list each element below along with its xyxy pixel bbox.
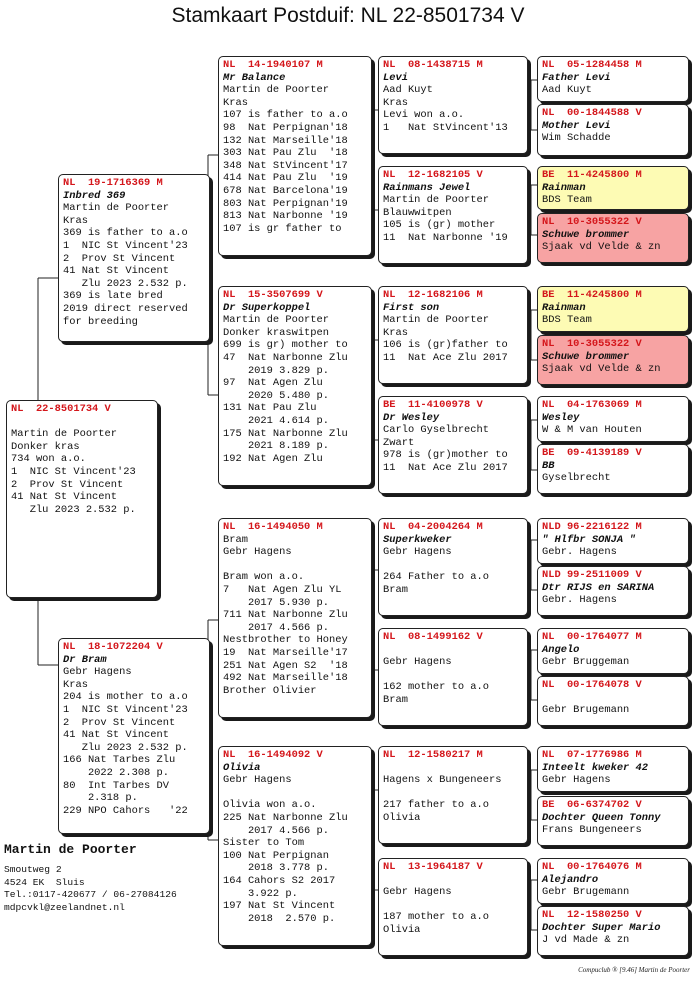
ring-number: NL 10-3055322 V	[542, 338, 642, 350]
card-line: 217 father to a.o	[383, 799, 490, 812]
owner-info	[4, 842, 214, 914]
ring-number: NL 22-8501734 V	[11, 403, 111, 415]
pedigree-card-g1[interactable]	[537, 56, 689, 102]
card-line: Kras	[383, 96, 408, 109]
card-line: 11 Nat Ace Zlu 2017	[383, 351, 508, 364]
ring-number: NL 04-1763069 M	[542, 399, 642, 411]
card-line: 348 Nat StVincent'17	[223, 159, 348, 172]
card-line: Gebr. Hagens	[542, 594, 617, 607]
pigeon-name: " Hlfbr SONJA "	[542, 533, 636, 546]
card-line: 80 Int Tarbes DV	[63, 779, 170, 792]
ring-number: NL 19-1716369 M	[63, 177, 163, 189]
card-line: 197 Nat St Vincent	[223, 900, 336, 913]
pigeon-name: Olivia	[223, 761, 261, 774]
card-line: 1 NIC St Vincent'23	[63, 239, 188, 252]
pigeon-name: Dr Wesley	[383, 411, 440, 424]
card-line: 2017 4.566 p.	[223, 621, 330, 634]
pigeon-name: Rainman	[542, 301, 586, 314]
owner-email[interactable]: mdpcvkl@zeelandnet.nl	[4, 901, 125, 913]
card-line: 803 Nat Perpignan'19	[223, 197, 348, 210]
card-line	[383, 874, 523, 887]
card-line: 978 is (gr)mother to	[383, 449, 508, 462]
card-line: 41 Nat St Vincent	[63, 729, 170, 742]
card-line: Sjaak vd Velde & zn	[542, 241, 661, 254]
ring-number: BE 11-4245800 M	[542, 169, 642, 181]
ring-number: NLD 96-2216122 M	[542, 521, 642, 533]
card-line: Gebr Hagens	[63, 666, 132, 679]
card-line: Sjaak vd Velde & zn	[542, 363, 661, 376]
pedigree-card-fmf[interactable]	[378, 286, 528, 384]
card-line: 100 Nat Perpignan	[223, 849, 330, 862]
card-line: Gebr Hagens	[223, 774, 292, 787]
card-line: 2021 8.189 p.	[223, 440, 330, 453]
card-line: J vd Made & zn	[542, 934, 630, 947]
card-line	[223, 559, 367, 572]
pigeon-name: Dochter Super Mario	[542, 921, 661, 934]
card-line: Donker kras	[11, 440, 80, 453]
pigeon-name: Schuwe brommer	[542, 350, 630, 363]
card-line: 41 Nat St Vincent	[11, 491, 118, 504]
pedigree-card-subject[interactable]	[6, 400, 158, 598]
pedigree-card-g2[interactable]	[537, 104, 689, 156]
card-line: Martin de Poorter	[223, 314, 330, 327]
pedigree-card-g4[interactable]	[537, 213, 689, 263]
card-line: 1 NIC St Vincent'23	[11, 465, 136, 478]
card-line	[383, 762, 523, 775]
card-line: 3.922 p.	[223, 887, 298, 900]
card-line: 2022 2.308 p.	[63, 766, 170, 779]
pedigree-card-mmf[interactable]	[378, 746, 528, 844]
pigeon-name: Dtr RIJS en SARINA	[542, 581, 655, 594]
card-line: 699 is gr) mother to	[223, 339, 348, 352]
pedigree-card-mf[interactable]	[218, 518, 372, 718]
ring-number: NL 00-1764076 M	[542, 861, 642, 873]
card-line: 2017 5.930 p.	[223, 596, 330, 609]
ring-number: NL 00-1764078 V	[542, 679, 642, 691]
pedigree-card-mff[interactable]	[378, 518, 528, 616]
card-line: 734 won a.o.	[11, 453, 86, 466]
card-line: 492 Nat Marseille'18	[223, 672, 348, 685]
card-line: 187 mother to a.o	[383, 911, 490, 924]
ring-number: NL 12-1580250 V	[542, 909, 642, 921]
card-line: 106 is (gr)father to	[383, 339, 508, 352]
card-line: Levi won a.o.	[383, 109, 465, 122]
pedigree-card-g10[interactable]	[537, 566, 689, 616]
card-line: Zlu 2023 2.532 p.	[63, 277, 188, 290]
card-line: Gebr Hagens	[383, 546, 452, 559]
pigeon-name: Schuwe brommer	[542, 228, 630, 241]
card-line: Olivia	[383, 923, 421, 936]
card-line: 678 Nat Barcelona'19	[223, 184, 348, 197]
card-line	[223, 787, 367, 800]
card-line: Gebr Hagens	[223, 546, 292, 559]
pedigree-card-mother[interactable]	[58, 638, 210, 834]
card-line: 107 is father to a.o	[223, 109, 348, 122]
pedigree-card-g11[interactable]	[537, 628, 689, 674]
card-line: 192 Nat Agen Zlu	[223, 452, 323, 465]
card-line: 97 Nat Agen Zlu	[223, 377, 323, 390]
pedigree-card-ff[interactable]	[218, 56, 372, 256]
card-line	[542, 692, 684, 705]
card-line: Carlo Gyselbrecht	[383, 424, 490, 437]
pigeon-name: Inbred 369	[63, 189, 126, 202]
ring-number: NL 13-1964187 V	[383, 861, 483, 873]
card-line: 131 Nat Pau Zlu	[223, 402, 317, 415]
ring-number: NL 18-1072204 V	[63, 641, 163, 653]
pigeon-name: Rainman	[542, 181, 586, 194]
card-line: 251 Nat Agen S2 '18	[223, 659, 348, 672]
card-line: Gebr Brugemann	[542, 886, 630, 899]
card-line: Bram	[383, 583, 408, 596]
card-line: W & M van Houten	[542, 424, 642, 437]
ring-number: NL 00-1764077 M	[542, 631, 642, 643]
card-line: 204 is mother to a.o	[63, 691, 188, 704]
pigeon-name: Angelo	[542, 643, 580, 656]
card-line: 369 is late bred	[63, 290, 163, 303]
owner-address: Smoutweg 2	[4, 864, 62, 875]
card-line: Kras	[63, 214, 88, 227]
card-line: 132 Nat Marseille'18	[223, 134, 348, 147]
card-line: 11 Nat Ace Zlu 2017	[383, 461, 508, 474]
ring-number: BE 11-4245800 M	[542, 289, 642, 301]
card-line: 303 Nat Pau Zlu '18	[223, 147, 348, 160]
pigeon-name: Father Levi	[542, 71, 611, 84]
card-line: 41 Nat St Vincent	[63, 265, 170, 278]
card-line	[383, 787, 523, 800]
pedigree-card-g7[interactable]	[537, 396, 689, 442]
card-line: 166 Nat Tarbes Zlu	[63, 754, 176, 767]
card-line: Martin de Poorter	[383, 194, 490, 207]
pigeon-name: Levi	[383, 71, 408, 84]
pedigree-card-mmm[interactable]	[378, 858, 528, 956]
pedigree-card-g15[interactable]	[537, 858, 689, 904]
ring-number: NL 16-1494092 V	[223, 749, 323, 761]
card-line: Brother Olivier	[223, 684, 317, 697]
card-line: 7 Nat Agen Zlu YL	[223, 583, 342, 596]
pedigree-card-g8[interactable]	[537, 444, 689, 494]
pedigree-card-g3[interactable]	[537, 166, 689, 210]
pedigree-card-g6[interactable]	[537, 335, 689, 385]
card-line: Gebr Hagens	[383, 886, 452, 899]
owner-phone: Tel.:0117-420677 / 06-27084126	[4, 889, 177, 901]
pedigree-card-g12[interactable]	[537, 676, 689, 726]
card-line: Olivia won a.o.	[223, 799, 317, 812]
ring-number: NL 05-1284458 M	[542, 59, 642, 71]
card-line: Sister to Tom	[223, 837, 305, 850]
card-line: Kras	[383, 326, 408, 339]
card-line: Zlu 2023 2.532 p.	[63, 741, 188, 754]
card-line: 2018 3.778 p.	[223, 862, 330, 875]
card-line	[383, 644, 523, 657]
card-line: 2 Prov St Vincent	[11, 478, 124, 491]
owner-name: Martin de Poorter	[4, 842, 137, 857]
ring-number: NL 12-1682105 V	[383, 169, 483, 181]
pigeon-name: Superkweker	[383, 533, 452, 546]
pedigree-card-g13[interactable]	[537, 746, 689, 792]
card-line: Donker kraswitpen	[223, 326, 330, 339]
card-line: for breeding	[63, 315, 138, 328]
pigeon-name: BB	[542, 459, 555, 472]
pigeon-name: Dr Superkoppel	[223, 301, 311, 314]
card-line: 264 Father to a.o	[383, 571, 490, 584]
pedigree-card-father[interactable]	[58, 174, 210, 342]
ring-number: NL 10-3055322 V	[542, 216, 642, 228]
card-line: Zwart	[383, 436, 415, 449]
card-line: 2021 4.614 p.	[223, 414, 330, 427]
card-line: Gebr Bruggeman	[542, 656, 630, 669]
ring-number: BE 09-4139189 V	[542, 447, 642, 459]
card-line: Aad Kuyt	[383, 84, 433, 97]
card-line: 2017 4.566 p.	[223, 824, 330, 837]
card-line: Zlu 2023 2.532 p.	[11, 503, 136, 516]
pedigree-card-mfm[interactable]	[378, 628, 528, 726]
card-line: 225 Nat Narbonne Zlu	[223, 811, 348, 824]
pigeon-name: Mr Balance	[223, 71, 286, 84]
card-line: 2 Prov St Vincent	[63, 716, 176, 729]
card-line: 711 Nat Narbonne Zlu	[223, 609, 348, 622]
pigeon-name: Rainmans Jewel	[383, 181, 471, 194]
pedigree-card-mm[interactable]	[218, 746, 372, 946]
ring-number: NL 08-1499162 V	[383, 631, 483, 643]
card-line: 107 is gr father to	[223, 222, 342, 235]
card-line	[383, 899, 523, 912]
card-line: 229 NPO Cahors '22	[63, 804, 188, 817]
pigeon-name: Dr Bram	[63, 653, 107, 666]
card-line: Hagens x Bungeneers	[383, 774, 502, 787]
card-line: Frans Bungeneers	[542, 824, 642, 837]
card-line: 47 Nat Narbonne Zlu	[223, 351, 348, 364]
card-line: BDS Team	[542, 194, 592, 207]
pigeon-name: First son	[383, 301, 440, 314]
card-line: Blauwwitpen	[383, 206, 452, 219]
pigeon-name: Dochter Queen Tonny	[542, 811, 661, 824]
ring-number: NL 08-1438715 M	[383, 59, 483, 71]
card-line: 2020 5.480 p.	[223, 389, 330, 402]
card-line: Gyselbrecht	[542, 472, 611, 485]
card-line: 2.318 p.	[63, 792, 138, 805]
pigeon-name: Alejandro	[542, 873, 599, 886]
ring-number: NL 00-1844588 V	[542, 107, 642, 119]
card-line: 2019 direct reserved	[63, 302, 188, 315]
card-line: Gebr Hagens	[383, 656, 452, 669]
card-line: Aad Kuyt	[542, 84, 592, 97]
card-line: 164 Cahors S2 2017	[223, 874, 336, 887]
card-line: 175 Nat Narbonne Zlu	[223, 427, 348, 440]
card-line: 105 is (gr) mother	[383, 219, 496, 232]
card-line: 813 Nat Narbonne '19	[223, 210, 348, 223]
card-line: 1 NIC St Vincent'23	[63, 703, 188, 716]
card-line: Martin de Poorter	[63, 202, 170, 215]
ring-number: BE 11-4100978 V	[383, 399, 483, 411]
card-line: 11 Nat Narbonne '19	[383, 231, 508, 244]
pedigree-card-ffm[interactable]	[378, 166, 528, 264]
ring-number: BE 06-6374702 V	[542, 799, 642, 811]
card-line: 162 mother to a.o	[383, 681, 490, 694]
card-line: Olivia	[383, 811, 421, 824]
card-line	[383, 669, 523, 682]
pedigree-card-g9[interactable]	[537, 518, 689, 564]
card-line: 2019 3.829 p.	[223, 364, 330, 377]
card-line: 98 Nat Perpignan'18	[223, 121, 348, 134]
page-title: Stamkaart Postduif: NL 22-8501734 V	[171, 4, 525, 27]
pigeon-name: Bram	[223, 533, 248, 546]
ring-number: NL 16-1494050 M	[223, 521, 323, 533]
ring-number: NL 07-1776986 M	[542, 749, 642, 761]
owner-postcode: 4524 EK Sluis	[4, 876, 85, 888]
ring-number: NL 15-3507699 V	[223, 289, 323, 301]
pedigree-card-g5[interactable]	[537, 286, 689, 332]
card-line: Bram	[383, 693, 408, 706]
card-line: Martin de Poorter	[11, 428, 118, 441]
card-line: 369 is father to a.o	[63, 227, 188, 240]
card-line: Kras	[63, 678, 88, 691]
card-line	[383, 559, 523, 572]
card-line: Martin de Poorter	[383, 314, 490, 327]
ring-number: NL 04-2004264 M	[383, 521, 483, 533]
pedigree-card-fm[interactable]	[218, 286, 372, 486]
footer-credit: Compuclub ® [9.46] Martin de Poorter	[578, 966, 690, 974]
pedigree-card-g16[interactable]	[537, 906, 689, 956]
pedigree-card-fmm[interactable]	[378, 396, 528, 494]
ring-number: NLD 99-2511009 V	[542, 569, 642, 581]
ring-number: NL 14-1940107 M	[223, 59, 323, 71]
card-line: Martin de Poorter	[223, 84, 330, 97]
pigeon-name: Mother Levi	[542, 119, 611, 132]
ring-number: NL 12-1580217 M	[383, 749, 483, 761]
card-line: Wim Schadde	[542, 132, 611, 145]
pedigree-card-fff[interactable]	[378, 56, 528, 154]
card-line: Gebr Brugemann	[542, 704, 630, 717]
ring-number: NL 12-1682106 M	[383, 289, 483, 301]
card-line: BDS Team	[542, 314, 592, 327]
card-line	[11, 416, 153, 429]
card-line: 2 Prov St Vincent	[63, 252, 176, 265]
card-line: Gebr Hagens	[542, 774, 611, 787]
card-line: Nestbrother to Honey	[223, 634, 348, 647]
card-line: 414 Nat Pau Zlu '19	[223, 172, 348, 185]
card-line: 2018 2.570 p.	[223, 912, 336, 925]
card-line: Kras	[223, 96, 248, 109]
card-line: 19 Nat Marseille'17	[223, 646, 348, 659]
pigeon-name: Inteelt kweker 42	[542, 761, 649, 774]
card-line: Gebr. Hagens	[542, 546, 617, 559]
pigeon-name: Wesley	[542, 411, 580, 424]
pedigree-card-g14[interactable]	[537, 796, 689, 846]
card-line: 1 Nat StVincent'13	[383, 121, 508, 134]
card-line: Bram won a.o.	[223, 571, 305, 584]
